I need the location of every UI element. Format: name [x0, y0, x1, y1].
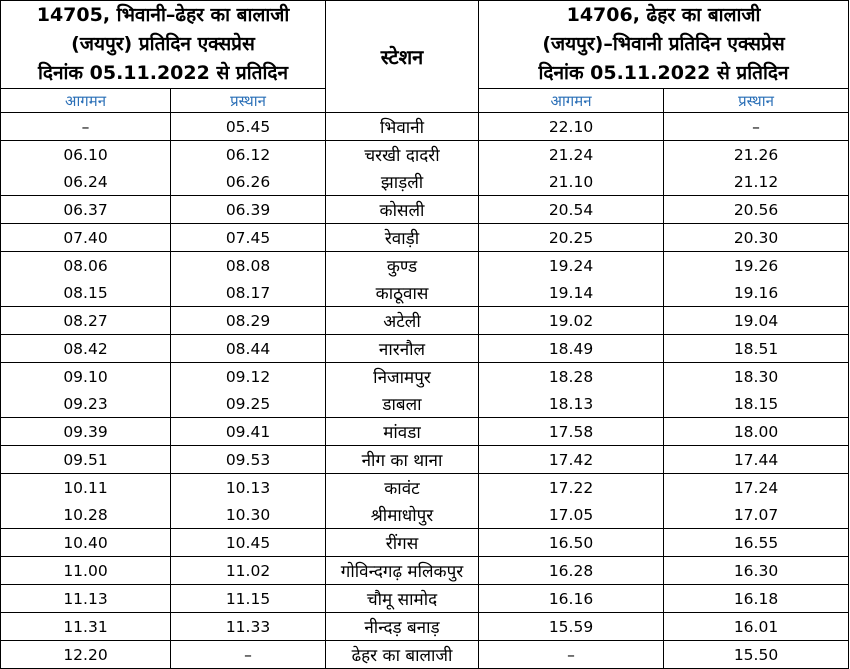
right-arrival-cell: 17.05 — [479, 501, 664, 529]
right-train-name: (जयपुर)–भिवानी प्रतिदिन एक्सप्रेस — [542, 33, 785, 55]
left-arrival-cell: – — [1, 113, 171, 141]
right-departure-cell: 21.26 — [664, 141, 849, 169]
table-row — [1, 307, 849, 335]
left-arrival-cell: 08.42 — [1, 335, 171, 363]
station-cell: गोविन्दगढ़ मलिकपुर — [326, 557, 479, 585]
left-departure-cell: 09.41 — [171, 418, 326, 446]
right-arrival-cell: 18.13 — [479, 390, 664, 418]
right-arrival-cell: 21.24 — [479, 141, 664, 169]
right-train-title: 14706, ढेहर का बालाजी — [566, 4, 761, 26]
right-arrival-cell: – — [479, 641, 664, 669]
left-departure-cell: 09.53 — [171, 446, 326, 474]
left-arrival-cell: 06.10 — [1, 141, 171, 169]
left-departure-cell: 06.26 — [171, 168, 326, 196]
left-departure-cell: 05.45 — [171, 113, 326, 141]
left-arrival-cell: 10.40 — [1, 529, 171, 557]
table-row — [1, 113, 849, 141]
left-arrival-cell: 12.20 — [1, 641, 171, 669]
right-arrival-cell: 20.25 — [479, 224, 664, 252]
right-departure-cell: 19.04 — [664, 307, 849, 335]
station-cell: मांवडा — [326, 418, 479, 446]
left-arrival-header: आगमन — [1, 89, 171, 113]
station-cell: नीन्दड़ बनाड़ — [326, 613, 479, 641]
left-departure-cell: 11.02 — [171, 557, 326, 585]
right-arrival-cell: 19.24 — [479, 252, 664, 280]
table-row — [1, 501, 849, 529]
left-departure-cell: 06.12 — [171, 141, 326, 169]
station-cell: श्रीमाधोपुर — [326, 501, 479, 529]
station-cell: अटेली — [326, 307, 479, 335]
left-departure-cell: 06.39 — [171, 196, 326, 224]
right-arrival-cell: 21.10 — [479, 168, 664, 196]
left-departure-cell: 10.45 — [171, 529, 326, 557]
left-departure-cell: 08.17 — [171, 279, 326, 307]
table-row — [1, 252, 849, 280]
station-cell: चरखी दादरी — [326, 141, 479, 169]
right-departure-cell: – — [664, 113, 849, 141]
left-train-date: दिनांक 05.11.2022 से प्रतिदिन — [37, 62, 289, 84]
left-arrival-cell: 09.39 — [1, 418, 171, 446]
right-departure-cell: 16.01 — [664, 613, 849, 641]
right-departure-cell: 16.55 — [664, 529, 849, 557]
left-train-name: (जयपुर) प्रतिदिन एक्सप्रेस — [71, 33, 255, 55]
left-train-header — [1, 1, 326, 89]
table-row — [1, 335, 849, 363]
station-header: स्टेशन — [326, 1, 479, 113]
left-arrival-cell: 06.24 — [1, 168, 171, 196]
right-arrival-cell: 19.14 — [479, 279, 664, 307]
right-departure-cell: 20.56 — [664, 196, 849, 224]
left-arrival-cell: 09.10 — [1, 363, 171, 391]
left-departure-header: प्रस्थान — [171, 89, 326, 113]
left-departure-cell: 11.33 — [171, 613, 326, 641]
left-departure-cell: 11.15 — [171, 585, 326, 613]
table-row — [1, 196, 849, 224]
left-departure-cell: 09.25 — [171, 390, 326, 418]
left-arrival-cell: 11.13 — [1, 585, 171, 613]
right-arrival-header: आगमन — [479, 89, 664, 113]
left-departure-cell: 07.45 — [171, 224, 326, 252]
station-cell: चौमू सामोद — [326, 585, 479, 613]
left-departure-cell: 10.13 — [171, 474, 326, 502]
right-arrival-cell: 18.49 — [479, 335, 664, 363]
table-row — [1, 474, 849, 502]
station-cell: झाड़ली — [326, 168, 479, 196]
right-arrival-cell: 15.59 — [479, 613, 664, 641]
table-row — [1, 141, 849, 169]
right-departure-cell: 15.50 — [664, 641, 849, 669]
right-departure-cell: 18.51 — [664, 335, 849, 363]
right-arrival-cell: 20.54 — [479, 196, 664, 224]
left-arrival-cell: 09.51 — [1, 446, 171, 474]
left-departure-cell: 08.08 — [171, 252, 326, 280]
timetable-body — [1, 113, 849, 669]
left-arrival-cell: 10.28 — [1, 501, 171, 529]
left-departure-cell: 09.12 — [171, 363, 326, 391]
left-arrival-cell: 08.27 — [1, 307, 171, 335]
station-cell: भिवानी — [326, 113, 479, 141]
left-arrival-cell: 11.31 — [1, 613, 171, 641]
left-arrival-cell: 06.37 — [1, 196, 171, 224]
right-arrival-cell: 17.58 — [479, 418, 664, 446]
table-row — [1, 168, 849, 196]
left-arrival-cell: 08.15 — [1, 279, 171, 307]
left-arrival-cell: 07.40 — [1, 224, 171, 252]
station-cell: नारनौल — [326, 335, 479, 363]
station-cell: रींगस — [326, 529, 479, 557]
left-arrival-cell: 10.11 — [1, 474, 171, 502]
right-departure-cell: 18.00 — [664, 418, 849, 446]
right-arrival-cell: 18.28 — [479, 363, 664, 391]
right-arrival-cell: 16.28 — [479, 557, 664, 585]
table-row — [1, 279, 849, 307]
station-cell: कुण्ड — [326, 252, 479, 280]
right-departure-cell: 19.16 — [664, 279, 849, 307]
table-row — [1, 557, 849, 585]
table-row — [1, 641, 849, 669]
left-arrival-cell: 08.06 — [1, 252, 171, 280]
right-departure-cell: 21.12 — [664, 168, 849, 196]
table-row — [1, 446, 849, 474]
right-arrival-cell: 22.10 — [479, 113, 664, 141]
right-arrival-cell: 17.22 — [479, 474, 664, 502]
left-train-title: 14705, भिवानी–ढेहर का बालाजी — [36, 4, 290, 26]
table-row — [1, 390, 849, 418]
right-departure-cell: 17.24 — [664, 474, 849, 502]
station-cell: नीग का थाना — [326, 446, 479, 474]
right-departure-header: प्रस्थान — [664, 89, 849, 113]
left-arrival-cell: 09.23 — [1, 390, 171, 418]
left-departure-cell: 08.29 — [171, 307, 326, 335]
right-departure-cell: 19.26 — [664, 252, 849, 280]
right-arrival-cell: 17.42 — [479, 446, 664, 474]
station-cell: रेवाड़ी — [326, 224, 479, 252]
right-departure-cell: 17.07 — [664, 501, 849, 529]
right-departure-cell: 17.44 — [664, 446, 849, 474]
station-cell: कोसली — [326, 196, 479, 224]
station-cell: कावंट — [326, 474, 479, 502]
right-departure-cell: 18.15 — [664, 390, 849, 418]
table-row — [1, 613, 849, 641]
table-row — [1, 363, 849, 391]
table-row — [1, 224, 849, 252]
station-cell: निजामपुर — [326, 363, 479, 391]
left-departure-cell: 10.30 — [171, 501, 326, 529]
table-row — [1, 418, 849, 446]
station-cell: काठूवास — [326, 279, 479, 307]
right-train-header — [479, 1, 849, 89]
left-departure-cell: 08.44 — [171, 335, 326, 363]
table-row — [1, 529, 849, 557]
station-cell: ढेहर का बालाजी — [326, 641, 479, 669]
right-train-date: दिनांक 05.11.2022 से प्रतिदिन — [538, 62, 789, 84]
right-departure-cell: 16.18 — [664, 585, 849, 613]
left-arrival-cell: 11.00 — [1, 557, 171, 585]
right-departure-cell: 16.30 — [664, 557, 849, 585]
right-departure-cell: 18.30 — [664, 363, 849, 391]
right-arrival-cell: 19.02 — [479, 307, 664, 335]
station-cell: डाबला — [326, 390, 479, 418]
right-departure-cell: 20.30 — [664, 224, 849, 252]
table-row — [1, 585, 849, 613]
right-arrival-cell: 16.50 — [479, 529, 664, 557]
right-arrival-cell: 16.16 — [479, 585, 664, 613]
left-departure-cell: – — [171, 641, 326, 669]
